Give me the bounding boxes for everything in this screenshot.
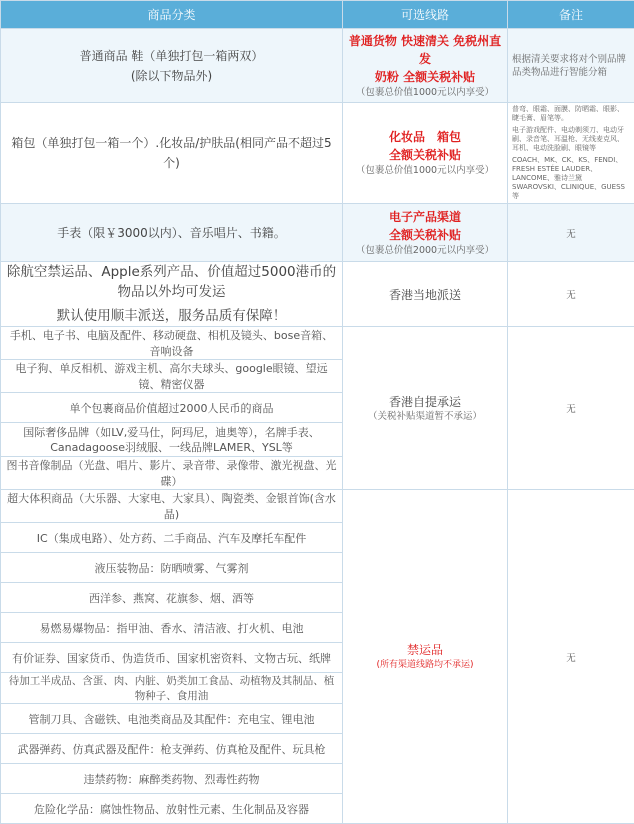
note-local: 无 — [508, 262, 634, 327]
row-general-goods — [1, 29, 634, 103]
prohibited-item: 液压装物品：防晒喷雾、气雾剂 — [1, 553, 343, 583]
pickup-item: 图书音像制品（光盘、唱片、影片、录音带、录像带、激光视盘、光碟） — [1, 457, 343, 490]
route-title-2: 全额关税补贴 — [347, 226, 503, 244]
category-local — [1, 262, 343, 327]
route-subtext: （包裹总价值1000元以内享受） — [347, 86, 503, 100]
prohibited-item: 超大体积商品（大乐器、大家电、大家具）、陶瓷类、金银首饰(含水晶) — [1, 490, 343, 523]
note-general: 根据清关要求将对个别品牌品类物品进行智能分箱 — [508, 29, 634, 103]
category-subtext: (除以下物品外) — [5, 66, 338, 86]
category-bags: 箱包（单独打包一箱一个）.化妆品/护肤品(相同产品不超过5个) — [1, 103, 343, 204]
header-route: 可选线路 — [343, 1, 508, 29]
pickup-item-line: 国际奢侈品牌（如LV,爱马仕，阿玛尼，迪奥等），名牌手表、 — [5, 425, 338, 440]
route-subtext: （关税补贴渠道暂不承运） — [347, 410, 503, 424]
note-line: 普弯、眼霜、面膜、防晒霜、眼影、睫毛膏、眉笔等。 — [512, 105, 630, 123]
route-title: 化妆品 箱包 — [347, 128, 503, 146]
route-subtext: （包裹总价值1000元以内享受） — [347, 164, 503, 178]
header-note: 备注 — [508, 1, 634, 29]
pickup-item — [1, 423, 343, 457]
prohibited-item: 管制刀具、含磁铁、电池类商品及其配件：充电宝、锂电池 — [1, 704, 343, 734]
pickup-item: 手机、电子书、电脑及配件、移动硬盘、相机及镜头、bose音箱、音响设备 — [1, 327, 343, 360]
route-title: 禁运品 — [347, 641, 503, 659]
prohibited-item: 武器弹药、仿真武器及配件：枪支弹药、仿真枪及配件、玩具枪 — [1, 734, 343, 764]
row-watches — [1, 204, 634, 262]
prohibited-item: IC（集成电路）、处方药、二手商品、汽车及摩托车配件 — [1, 523, 343, 553]
pickup-item-line-2: Canadagoose羽绒服、一线品牌LAMER、YSL等 — [5, 440, 338, 455]
route-electronics — [343, 204, 508, 262]
route-subtext: （包裹总价值2000元以内享受） — [347, 244, 503, 258]
route-pickup — [343, 327, 508, 490]
category-text: 普通商品 鞋（单独打包一箱两双） — [5, 46, 338, 66]
prohibited-item: 违禁药物：麻醉类药物、烈毒性药物 — [1, 764, 343, 794]
prohibited-item: 危险化学品：腐蚀性物品、放射性元素、生化制品及容器 — [1, 794, 343, 824]
route-local: 香港当地派送 — [343, 262, 508, 327]
category-watches: 手表（限￥3000以内）、音乐唱片、书籍。 — [1, 204, 343, 262]
route-title: 电子产品渠道 — [347, 208, 503, 226]
route-title: 香港自提承运 — [347, 393, 503, 410]
category-text-2: 物品以外均可发运 — [5, 282, 338, 302]
pickup-item: 单个包裹商品价值超过2000人民币的商品 — [1, 393, 343, 423]
route-title-2: 奶粉 全额关税补贴 — [347, 68, 503, 86]
route-prohibited — [343, 490, 508, 824]
route-bags — [343, 103, 508, 204]
route-title: 普通货物 快速清关 免税州直发 — [347, 32, 503, 68]
route-general — [343, 29, 508, 103]
prohibited-item: 有价证券、国家货币、伪造货币、国家机密资料、文物古玩、纸牌 — [1, 643, 343, 673]
row-local-delivery — [1, 262, 634, 327]
route-title-2: 全额关税补贴 — [347, 146, 503, 164]
note-watches: 无 — [508, 204, 634, 262]
pickup-item: 电子狗、单反相机、游戏主机、高尔夫球头、google眼镜、望远镜、精密仪器 — [1, 360, 343, 393]
header-category: 商品分类 — [1, 1, 343, 29]
prohibited-item: 西洋参、燕窝、花旗参、烟、酒等 — [1, 583, 343, 613]
note-prohibited: 无 — [508, 490, 634, 824]
category-text-3: 默认使用顺丰派送，服务品质有保障！ — [5, 306, 338, 326]
header-row — [1, 1, 634, 29]
row-prohibited-item — [1, 490, 634, 523]
note-line: COACH、MK、CK、KS、FENDI、FRESH ESTÉE LAUDER、LANCOME、雅诗兰黛 SWAROVSKI、CLINIQUE、GUESS等 — [512, 156, 630, 201]
note-pickup: 无 — [508, 327, 634, 490]
category-text: 除航空禁运品、Apple系列产品、价值超过5000港币的 — [5, 262, 338, 282]
prohibited-item: 易燃易爆物品：指甲油、香水、清洁液、打火机、电池 — [1, 613, 343, 643]
note-bags — [508, 103, 634, 204]
note-line: 电子游戏配件、电动剃须刀、电动牙刷、录音笔、耳温枪、无线麦克风、耳机、电动洗脸刷、眼镜等 — [512, 126, 630, 153]
prohibited-item: 待加工半成品、含蛋、肉、内脏、奶类加工食品、动植物及其制品、植物种子、食用油 — [1, 673, 343, 704]
row-pickup-item — [1, 327, 634, 360]
row-bags-cosmetics — [1, 103, 634, 204]
route-subtext: (所有渠道线路均不承运) — [347, 659, 503, 672]
category-general — [1, 29, 343, 103]
